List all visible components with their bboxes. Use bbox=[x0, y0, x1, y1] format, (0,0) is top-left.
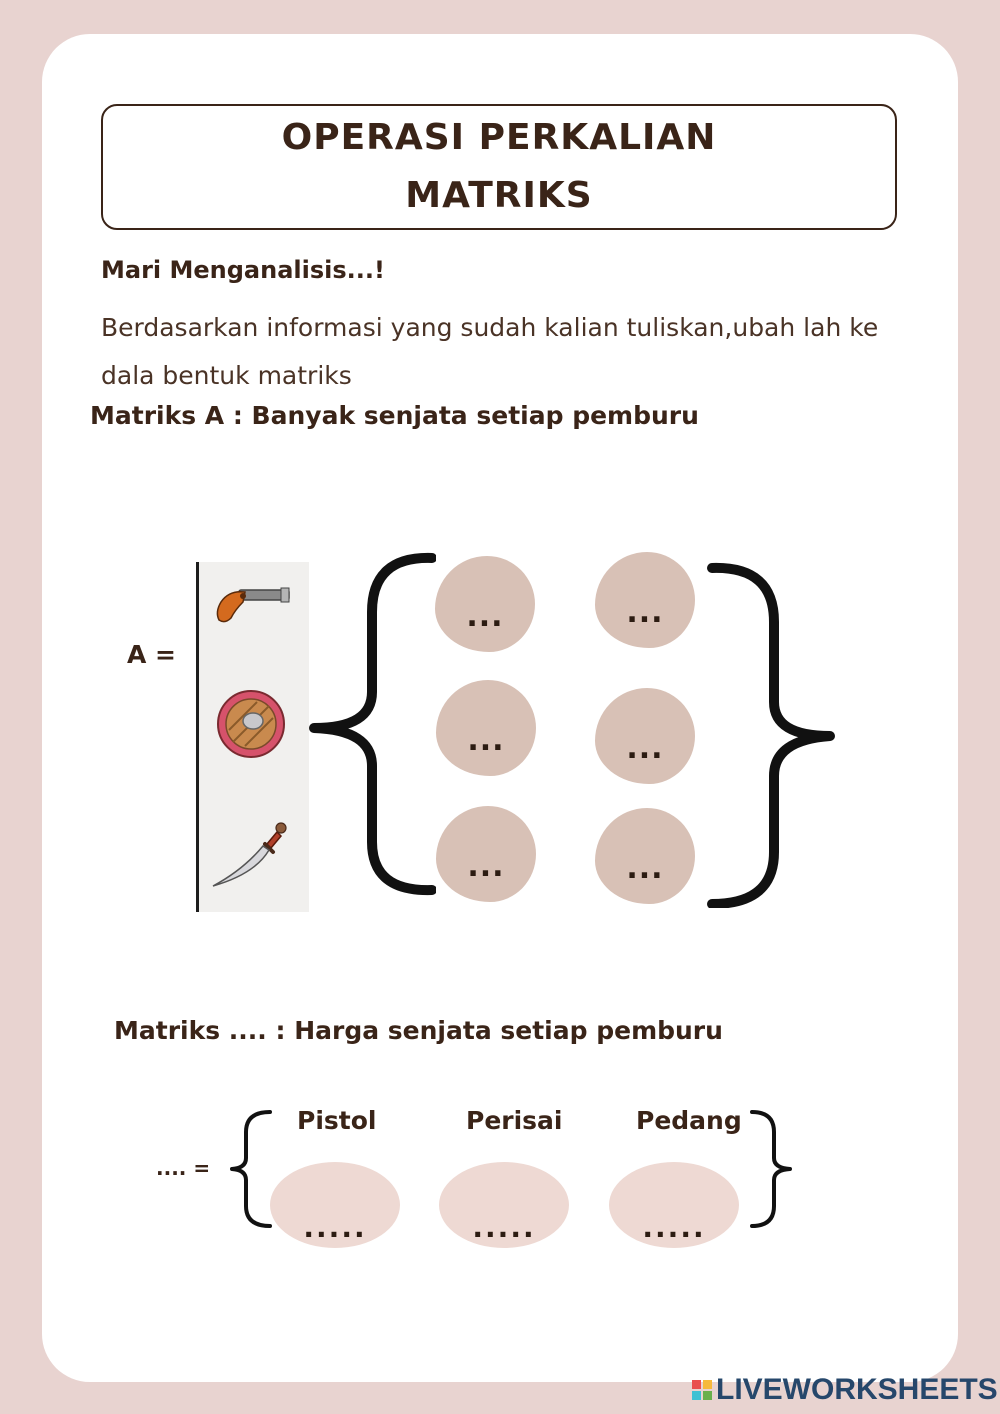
column-label-pedang: Pedang bbox=[636, 1106, 742, 1135]
matrix-b-right-brace bbox=[748, 1108, 794, 1230]
matrix-a-left-brace bbox=[306, 552, 436, 898]
instruction-text: Berdasarkan informasi yang sudah kalian tuliskan,ubah lah ke dala bentuk matriks bbox=[101, 313, 879, 390]
matrix-a-cell[interactable]: ... bbox=[595, 688, 695, 784]
sword-icon bbox=[207, 818, 297, 894]
title-line-1: OPERASI PERKALIAN bbox=[281, 117, 717, 158]
matrix-b-left-brace bbox=[228, 1108, 274, 1230]
matrix-a-cell[interactable]: ... bbox=[595, 808, 695, 904]
matrix-b-heading: Matriks .... : Harga senjata setiap pemburu bbox=[114, 1016, 723, 1045]
weapon-icons-strip bbox=[196, 562, 309, 912]
matrix-a-cell[interactable]: ... bbox=[435, 556, 535, 652]
pistol-icon bbox=[209, 582, 293, 626]
matrix-a-heading: Matriks A : Banyak senjata setiap pemburu bbox=[90, 401, 699, 430]
matrix-b-label: .... = bbox=[156, 1156, 211, 1180]
brand-name: LIVEWORKSHEETS bbox=[716, 1373, 998, 1406]
matrix-a-cell[interactable]: ... bbox=[436, 806, 536, 902]
liveworksheets-brand[interactable] bbox=[692, 1372, 998, 1408]
shield-icon bbox=[215, 688, 287, 760]
title-line-2: MATRIKS bbox=[405, 175, 593, 216]
matrix-b-cell[interactable]: ..... bbox=[609, 1162, 739, 1248]
matrix-b-cell[interactable]: ..... bbox=[439, 1162, 569, 1248]
title-box bbox=[101, 104, 897, 230]
matrix-a-cell[interactable]: ... bbox=[436, 680, 536, 776]
matrix-a-right-brace bbox=[706, 562, 836, 908]
column-label-perisai: Perisai bbox=[466, 1106, 563, 1135]
liveworksheets-logo-icon bbox=[692, 1380, 712, 1400]
section-heading: Mari Menganalisis...! bbox=[101, 256, 385, 284]
column-label-pistol: Pistol bbox=[297, 1106, 377, 1135]
matrix-b-cell[interactable]: ..... bbox=[270, 1162, 400, 1248]
matrix-a-label: A = bbox=[127, 640, 176, 669]
matrix-a-cell[interactable]: ... bbox=[595, 552, 695, 648]
